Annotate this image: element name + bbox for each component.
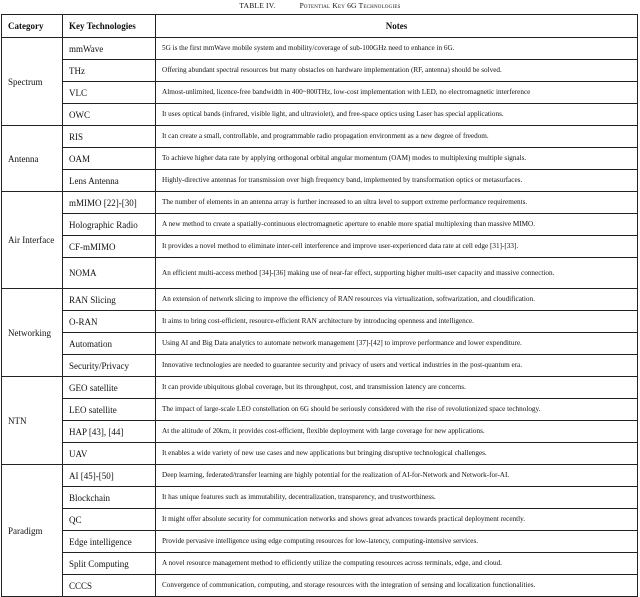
table-row [2,214,638,236]
table-row [2,311,638,333]
notes-cell: It might offer absolute security for communication networks and shows great advances towards practical deployment recently. [156,509,638,531]
technology-cell: Split Computing [63,553,156,575]
category-cell: Networking [2,289,63,377]
technology-cell: Edge intelligence [63,531,156,553]
header-category: Category [2,15,63,38]
technology-cell: Security/Privacy [63,355,156,377]
table-row [2,553,638,575]
table-number: TABLE IV. [239,1,276,10]
technology-cell: THz [63,60,156,82]
table-row [2,443,638,465]
technology-cell: Blockchain [63,487,156,509]
header-row [2,15,638,38]
technology-cell: AI [45]-[50] [63,465,156,487]
notes-cell: It has unique features such as immutability, decentralization, transparency, and trustworthiness. [156,487,638,509]
notes-cell: Provide pervasive intelligence using edge computing resources for low-latency, computing-intensive services. [156,531,638,553]
table-row [2,399,638,421]
table-row [2,82,638,104]
table-row [2,333,638,355]
notes-cell: An extension of network slicing to improve the efficiency of RAN resources via virtualization, softwarization, and cloudification. [156,289,638,311]
table-row [2,236,638,258]
table-row [2,289,638,311]
table-row [2,148,638,170]
technology-cell: mmWave [63,38,156,60]
technology-cell: Automation [63,333,156,355]
notes-cell: It can provide ubiquitous global coverage, but its throughput, cost, and transmission latency are concerns. [156,377,638,399]
notes-cell: At the altitude of 20km, it provides cost-efficient, flexible deployment with large coverage for new applications. [156,421,638,443]
table-row [2,465,638,487]
notes-cell: It aims to bring cost-efficient, resource-efficient RAN architecture by introducing openness and intelligence. [156,311,638,333]
table-row [2,170,638,192]
category-cell: NTN [2,377,63,465]
notes-cell: The number of elements in an antenna array is further increased to an ultra level to support extreme performance requirements. [156,192,638,214]
notes-cell: A new method to create a spatially-continuous electromagnetic aperture to enable more spatial multiplexing than massive MIMO. [156,214,638,236]
notes-cell: It uses optical bands (infrared, visible light, and ultraviolet), and free-space optics using Laser has special applications. [156,104,638,126]
table-row [2,487,638,509]
table-row [2,38,638,60]
table-row [2,258,638,289]
table-row [2,60,638,82]
table-row [2,421,638,443]
technology-cell: RAN Slicing [63,289,156,311]
header-key-technologies: Key Technologies [63,15,156,38]
category-cell: Air Interface [2,192,63,289]
table-title [0,0,640,12]
table-row [2,509,638,531]
notes-cell: It provides a novel method to eliminate inter-cell interference and improve user-experienced data rate at cell edge [31]-[33]. [156,236,638,258]
technology-cell: QC [63,509,156,531]
table-row [2,575,638,597]
notes-cell: The impact of large-scale LEO constellation on 6G should be seriously considered with the rise of revolutionized space technology. [156,399,638,421]
notes-cell: Deep learning, federated/transfer learning are highly potential for the realization of AI-for-Network and Network-for-AI. [156,465,638,487]
category-cell: Spectrum [2,38,63,126]
table-row [2,355,638,377]
technology-cell: UAV [63,443,156,465]
notes-cell: Almost-unlimited, licence-free bandwidth in 400~800THz, low-cost implementation with LED, no electromagnetic interference [156,82,638,104]
notes-cell: Offering abundant spectral resources but many obstacles on hardware implementation (RF, antenna) should be solved. [156,60,638,82]
technology-cell: GEO satellite [63,377,156,399]
notes-cell: To achieve higher data rate by applying orthogonal orbital angular momentum (OAM) modes to multiplexing multiple signals. [156,148,638,170]
technology-cell: CCCS [63,575,156,597]
technology-cell: O-RAN [63,311,156,333]
category-cell: Antenna [2,126,63,192]
table-row [2,377,638,399]
technology-cell: RIS [63,126,156,148]
table-row [2,126,638,148]
table-row [2,104,638,126]
technology-cell: NOMA [63,258,156,289]
notes-cell: 5G is the first mmWave mobile system and mobility/coverage of sub-100GHz need to enhance in 6G. [156,38,638,60]
notes-cell: It enables a wide variety of new use cases and new applications but bringing disruptive technological challenges. [156,443,638,465]
technology-cell: mMIMO [22]-[30] [63,192,156,214]
table-row [2,192,638,214]
technology-cell: LEO satellite [63,399,156,421]
technology-cell: OWC [63,104,156,126]
header-notes: Notes [156,15,638,38]
technology-cell: VLC [63,82,156,104]
technology-cell: OAM [63,148,156,170]
technology-cell: HAP [43], [44] [63,421,156,443]
notes-cell: Innovative technologies are needed to guarantee security and privacy of users and vertical industries in the post-quantum era. [156,355,638,377]
technology-cell: Holographic Radio [63,214,156,236]
notes-cell: An efficient multi-access method [34]-[36] making use of near-far effect, supporting higher multi-user capacity and massive connection. [156,258,638,289]
technology-cell: CF-mMIMO [63,236,156,258]
notes-cell: Convergence of communication, computing, and storage resources with the integration of sensing and localization functionalities. [156,575,638,597]
technology-cell: Lens Antenna [63,170,156,192]
notes-cell: Highly-directive antennas for transmission over high frequency band, implemented by transformation optics or metasurfaces. [156,170,638,192]
table-row [2,531,638,553]
category-cell: Paradigm [2,465,63,597]
notes-cell: A novel resource management method to efficiently utilize the computing resources across terminals, edge, and cloud. [156,553,638,575]
notes-cell: It can create a small, controllable, and programmable radio propagation environment as a new degree of freedom. [156,126,638,148]
notes-cell: Using AI and Big Data analytics to automate network management [37]-[42] to improve performance and lower expenditure. [156,333,638,355]
technologies-table [1,14,638,597]
table-caption: Potential Key 6G Technologies [299,1,401,10]
